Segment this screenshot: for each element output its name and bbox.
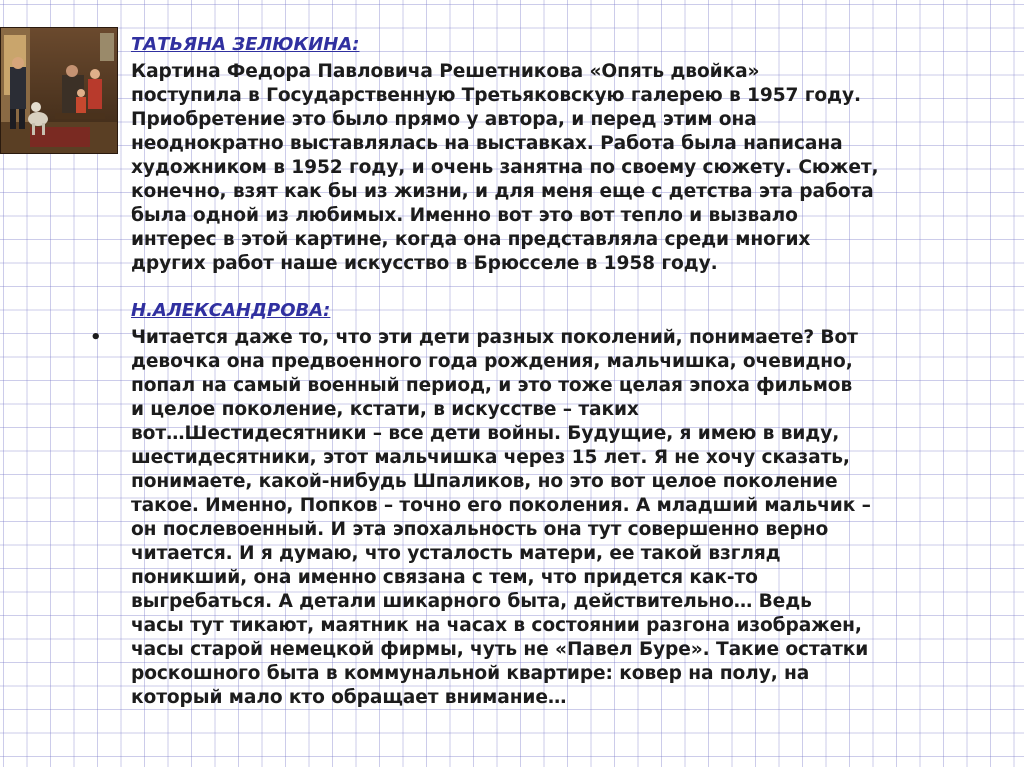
painting-image: [0, 27, 118, 154]
text-line: неоднократно выставлялась на выставках. Работа была написана: [131, 133, 843, 154]
text-line: Читается даже то, что эти дети разных поколений, понимаете? Вот: [131, 327, 858, 348]
text-line: попал на самый военный период, и это тоже целая эпоха фильмов: [131, 375, 853, 396]
speaker-heading-aleksandrova: Н.АЛЕКСАНДРОВА:: [131, 300, 331, 321]
text-line: который мало кто обращает внимание…: [131, 687, 567, 708]
text-line: поступила в Государственную Третьяковскую галерею в 1957 году.: [131, 85, 861, 106]
text-line: выгребаться. А детали шикарного быта, действительно… Ведь: [131, 591, 812, 612]
text-line: Приобретение это было прямо у автора, и перед этим она: [131, 109, 757, 130]
text-line: конечно, взят как бы из жизни, и для меня еще с детства эта работа: [131, 181, 874, 202]
text-line: поникший, она именно связана с тем, что придется как-то: [131, 567, 758, 588]
text-line: и целое поколение, кстати, в искусстве – таких: [131, 399, 639, 420]
paragraph-zelyukina: [131, 60, 1017, 276]
text-line: часы тут тикают, маятник на часах в состоянии разгона изображен,: [131, 615, 862, 636]
painting-thumbnail: [0, 27, 118, 154]
text-line: Картина Федора Павловича Решетникова «Опять двойка»: [131, 61, 760, 82]
text-line: понимаете, какой-нибудь Шпаликов, но это вот целое поколение: [131, 471, 838, 492]
text-line: вот…Шестидесятники – все дети войны. Будущие, я имею в виду,: [131, 423, 840, 444]
text-line: художником в 1952 году, и очень занятна по своему сюжету. Сюжет,: [131, 157, 879, 178]
bullet-marker: •: [90, 327, 102, 348]
text-line: была одной из любимых. Именно вот это вот тепло и вызвало: [131, 205, 798, 226]
speaker-heading-zelyukina: ТАТЬЯНА ЗЕЛЮКИНА:: [131, 34, 360, 55]
text-line: других работ наше искусство в Брюсселе в 1958 году.: [131, 253, 718, 274]
text-line: часы старой немецкой фирмы, чуть не «Павел Буре». Такие остатки: [131, 639, 869, 660]
paragraph-aleksandrova: [90, 326, 1017, 710]
text-line: интерес в этой картине, когда она представляла среди многих: [131, 229, 811, 250]
text-line: шестидесятники, этот мальчишка через 15 лет. Я не хочу сказать,: [131, 447, 850, 468]
text-line: такое. Именно, Попков – точно его поколения. А младший мальчик –: [131, 495, 871, 516]
text-line: роскошного быта в коммунальной квартире: ковер на полу, на: [131, 663, 810, 684]
text-content: [90, 33, 1017, 710]
text-line: он послевоенный. И эта эпохальность она тут совершенно верно: [131, 519, 829, 540]
text-line: девочка она предвоенного года рождения, мальчишка, очевидно,: [131, 351, 853, 372]
text-line: читается. И я думаю, что усталость матери, ее такой взгляд: [131, 543, 781, 564]
